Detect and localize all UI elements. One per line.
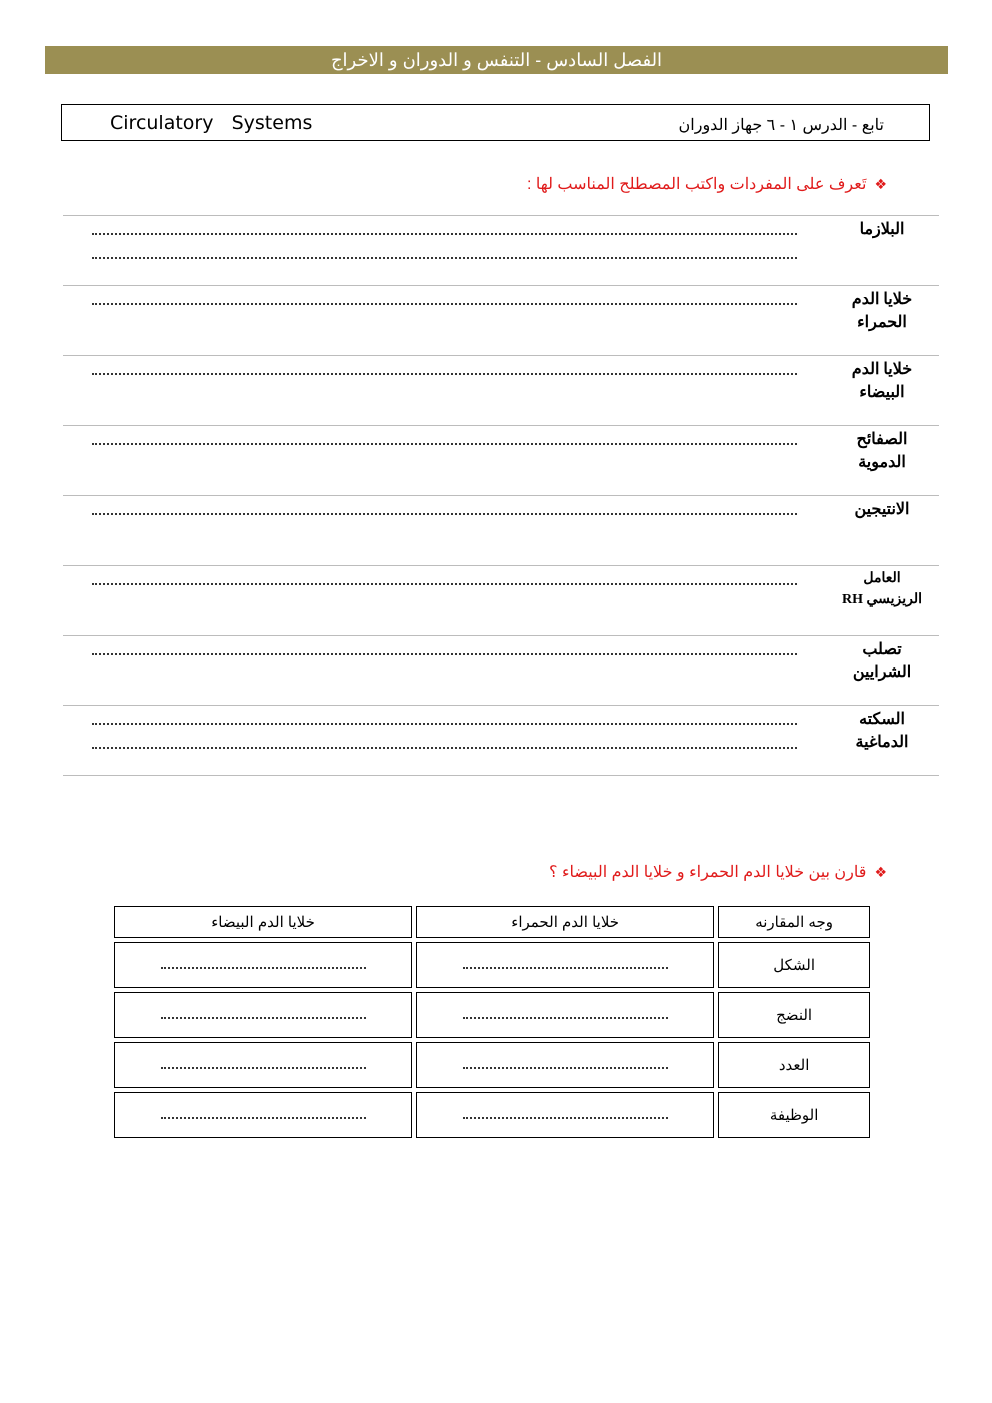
- question-compare: [549, 862, 887, 882]
- answer-line[interactable]: [92, 653, 797, 655]
- header-red-cells: خلايا الدم الحمراء: [416, 906, 714, 938]
- diamond-bullet-icon: ❖: [874, 865, 887, 881]
- answer-line[interactable]: [92, 257, 797, 259]
- answer-line: [463, 1117, 668, 1119]
- row-aspect-maturity: النضج: [718, 992, 870, 1038]
- row-aspect-function: الوظيفة: [718, 1092, 870, 1138]
- table-row: [114, 1092, 870, 1138]
- comparison-table: [110, 902, 874, 1142]
- answer-line: [161, 967, 366, 969]
- header-white-cells: خلايا الدم البيضاء: [114, 906, 412, 938]
- table-row: [114, 992, 870, 1038]
- answer-line[interactable]: [92, 513, 797, 515]
- vocab-row-stroke: [63, 705, 939, 776]
- lesson-title-en: Circulatory Systems: [110, 112, 313, 134]
- answer-line[interactable]: [92, 373, 797, 375]
- answer-line: [161, 1017, 366, 1019]
- vocabulary-list: [63, 215, 939, 776]
- question-vocabulary: [527, 174, 887, 194]
- table-header-row: [114, 906, 870, 938]
- vocab-row-atherosclerosis: [63, 635, 939, 705]
- lesson-title-ar: تابع - الدرس ١ - ٦ جهاز الدوران: [678, 117, 884, 134]
- header-aspect: وجه المقارنه: [718, 906, 870, 938]
- answer-line: [463, 1017, 668, 1019]
- vocab-row-platelets: [63, 425, 939, 495]
- term-label: السكته الدماغية: [855, 711, 909, 751]
- answer-line: [463, 1067, 668, 1069]
- chapter-title: الفصل السادس - التنفس و الدوران و الاخراج: [330, 50, 663, 70]
- answer-cell-red[interactable]: [416, 1042, 714, 1088]
- row-aspect-count: العدد: [718, 1042, 870, 1088]
- answer-cell-white[interactable]: [114, 1042, 412, 1088]
- term-label: العامل الريزيسي RH: [841, 571, 923, 607]
- answer-line: [161, 1067, 366, 1069]
- question-vocabulary-text: تَعرف على المفردات واكتب المصطلح المناسب لها :: [526, 176, 867, 193]
- lesson-title-box: [61, 104, 930, 141]
- answer-cell-red[interactable]: [416, 992, 714, 1038]
- term-label: خلايا الدم الحمراء: [851, 291, 913, 331]
- vocab-row-red-blood-cells: [63, 285, 939, 355]
- answer-cell-red[interactable]: [416, 1092, 714, 1138]
- answer-line: [161, 1117, 366, 1119]
- answer-line[interactable]: [92, 583, 797, 585]
- vocab-row-rh-factor: [63, 565, 939, 635]
- answer-cell-white[interactable]: [114, 992, 412, 1038]
- question-compare-text: قارن بين خلايا الدم الحمراء و خلايا الدم البيضاء ؟: [549, 864, 867, 881]
- term-label: الانتيجين: [854, 501, 910, 518]
- answer-line[interactable]: [92, 723, 797, 725]
- table-row: [114, 1042, 870, 1088]
- answer-line[interactable]: [92, 747, 797, 749]
- answer-line: [463, 967, 668, 969]
- vocab-row-white-blood-cells: [63, 355, 939, 425]
- table-row: [114, 942, 870, 988]
- term-label: تصلب الشرايين: [852, 641, 912, 681]
- chapter-title-bar: [45, 46, 948, 74]
- term-label: البلازما: [859, 221, 905, 238]
- answer-line[interactable]: [92, 443, 797, 445]
- diamond-bullet-icon: ❖: [874, 177, 887, 193]
- answer-cell-white[interactable]: [114, 942, 412, 988]
- answer-line[interactable]: [92, 233, 797, 235]
- vocab-row-antigen: [63, 495, 939, 565]
- answer-cell-white[interactable]: [114, 1092, 412, 1138]
- row-aspect-shape: الشكل: [718, 942, 870, 988]
- term-label: خلايا الدم البيضاء: [851, 361, 913, 401]
- answer-cell-red[interactable]: [416, 942, 714, 988]
- answer-line[interactable]: [92, 303, 797, 305]
- vocab-row-plasma: [63, 215, 939, 285]
- term-label: الصفائح الدموية: [856, 431, 908, 471]
